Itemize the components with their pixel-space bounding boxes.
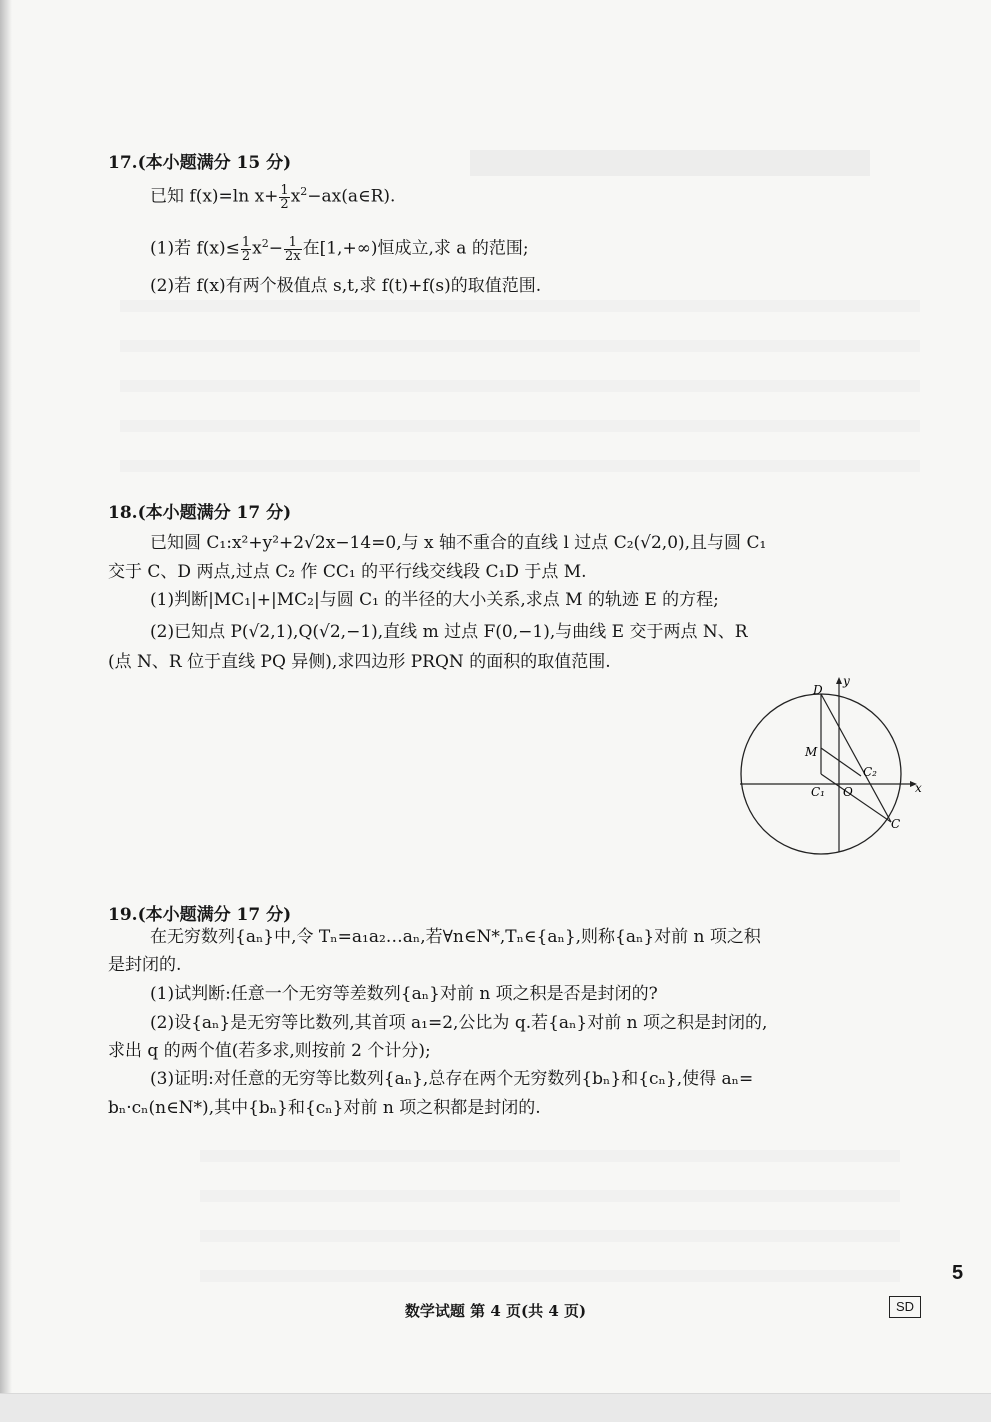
figure-label-c2: C₂ — [863, 765, 877, 779]
q17-stem-fraction — [279, 184, 289, 211]
q19-heading: 19.(本小题满分 17 分) — [108, 905, 292, 925]
q17-heading: 17.(本小题满分 15 分) — [108, 153, 292, 173]
q19-line2: 是封闭的. — [108, 955, 182, 975]
figure-label-y: y — [843, 674, 850, 688]
page-edge-shadow — [0, 0, 12, 1422]
segment-c1-c — [821, 774, 891, 822]
figure-label-c: C — [891, 817, 901, 831]
q17-p1-c: − — [268, 238, 283, 259]
q17-stem-a: 已知 f(x)=ln x+ — [150, 186, 279, 207]
q19-part2-line1: (2)设{aₙ}是无穷等比数列,其首项 a₁=2,公比为 q.若{aₙ}对前 n 项之积是封闭的, — [150, 1013, 768, 1033]
q18-part2-line1: (2)已知点 P(√2,1),Q(√2,−1),直线 m 过点 F(0,−1),与曲线 E 交于两点 N、R — [150, 622, 748, 642]
q19-line1: 在无穷数列{aₙ}中,令 Tₙ=a₁a₂…aₙ,若∀n∈N*,Tₙ∈{aₙ},则称{aₙ}对前 n 项之积 — [150, 927, 761, 947]
segment-m-c2 — [821, 748, 861, 776]
q17-p1-b: x — [252, 238, 262, 259]
q17-p1-a: (1)若 f(x)≤ — [150, 238, 240, 259]
q17-p1-frac1-den: 2 — [241, 248, 251, 264]
q19-part1: (1)试判断:任意一个无穷等差数列{aₙ}对前 n 项之积是否是封闭的? — [150, 984, 658, 1004]
figure-label-x: x — [915, 781, 922, 795]
page-footer: 数学试题 第 4 页(共 4 页) — [404, 1302, 587, 1320]
q17-part1: (1)若 f(x)≤ $\frac{1}{2}$ $x^2-$ $\frac{1}{2x}$ 在[1,+∞)恒成立,求 a 的范围; — [150, 234, 529, 264]
q18-part2-line2: (点 N、R 位于直线 PQ 异侧),求四边形 PRQN 的面积的取值范围. — [108, 652, 611, 672]
q18-heading: 18.(本小题满分 17 分) — [108, 503, 292, 523]
y-axis-arrow-icon — [836, 677, 842, 684]
q17-stem-c: −ax(a∈R). — [307, 186, 396, 207]
q17-stem-frac-num: 1 — [280, 182, 289, 198]
q18-line1: 已知圆 C₁:x²+y²+2√2x−14=0,与 x 轴不重合的直线 l 过点 C₂(√2,0),且与圆 C₁ — [150, 533, 767, 553]
q18-line2: 交于 C、D 两点,过点 C₂ 作 CC₁ 的平行线交线段 C₁D 于点 M. — [108, 562, 587, 582]
q17-p1-fraction2 — [284, 236, 302, 263]
q17-p1-d: 在[1,+∞)恒成立,求 a 的范围; — [302, 238, 529, 259]
q17-stem: 已知 f(x)=ln x+ $\frac{1}{2}$ $x^2-ax(a\in R)$. — [150, 182, 396, 212]
figure-label-m: M — [805, 745, 818, 759]
figure-label-d: D — [813, 683, 823, 697]
q17-stem-b: x — [290, 186, 301, 207]
q17-p1-frac2-num: 1 — [284, 236, 302, 250]
figure-label-o: O — [843, 785, 853, 799]
margin-mark: 5 — [952, 1262, 964, 1284]
q17-stem-frac-den: 2 — [280, 196, 289, 212]
q18-figure — [735, 672, 930, 864]
q19-part3-line2: bₙ·cₙ(n∈N*),其中{bₙ}和{cₙ}对前 n 项之积都是封闭的. — [108, 1098, 541, 1118]
bottom-strip — [0, 1393, 991, 1422]
q17-p1-frac1-num: 1 — [241, 234, 251, 250]
sd-badge: SD — [889, 1296, 921, 1318]
figure-label-c1: C₁ — [811, 785, 825, 799]
line-l — [821, 694, 891, 822]
q19-part3-line1: (3)证明:对任意的无穷等比数列{aₙ},总存在两个无穷数列{bₙ}和{cₙ},使得 aₙ= — [150, 1069, 754, 1089]
q18-part1: (1)判断|MC₁|+|MC₂|与圆 C₁ 的半径的大小关系,求点 M 的轨迹 E 的方程; — [150, 590, 719, 610]
q17-p1-frac2-den: 2x — [285, 248, 301, 264]
q17-part2: (2)若 f(x)有两个极值点 s,t,求 f(t)+f(s)的取值范围. — [150, 276, 542, 296]
q19-part2-line2: 求出 q 的两个值(若多求,则按前 2 个计分); — [108, 1041, 431, 1061]
q17-p1-fraction1 — [241, 236, 251, 263]
